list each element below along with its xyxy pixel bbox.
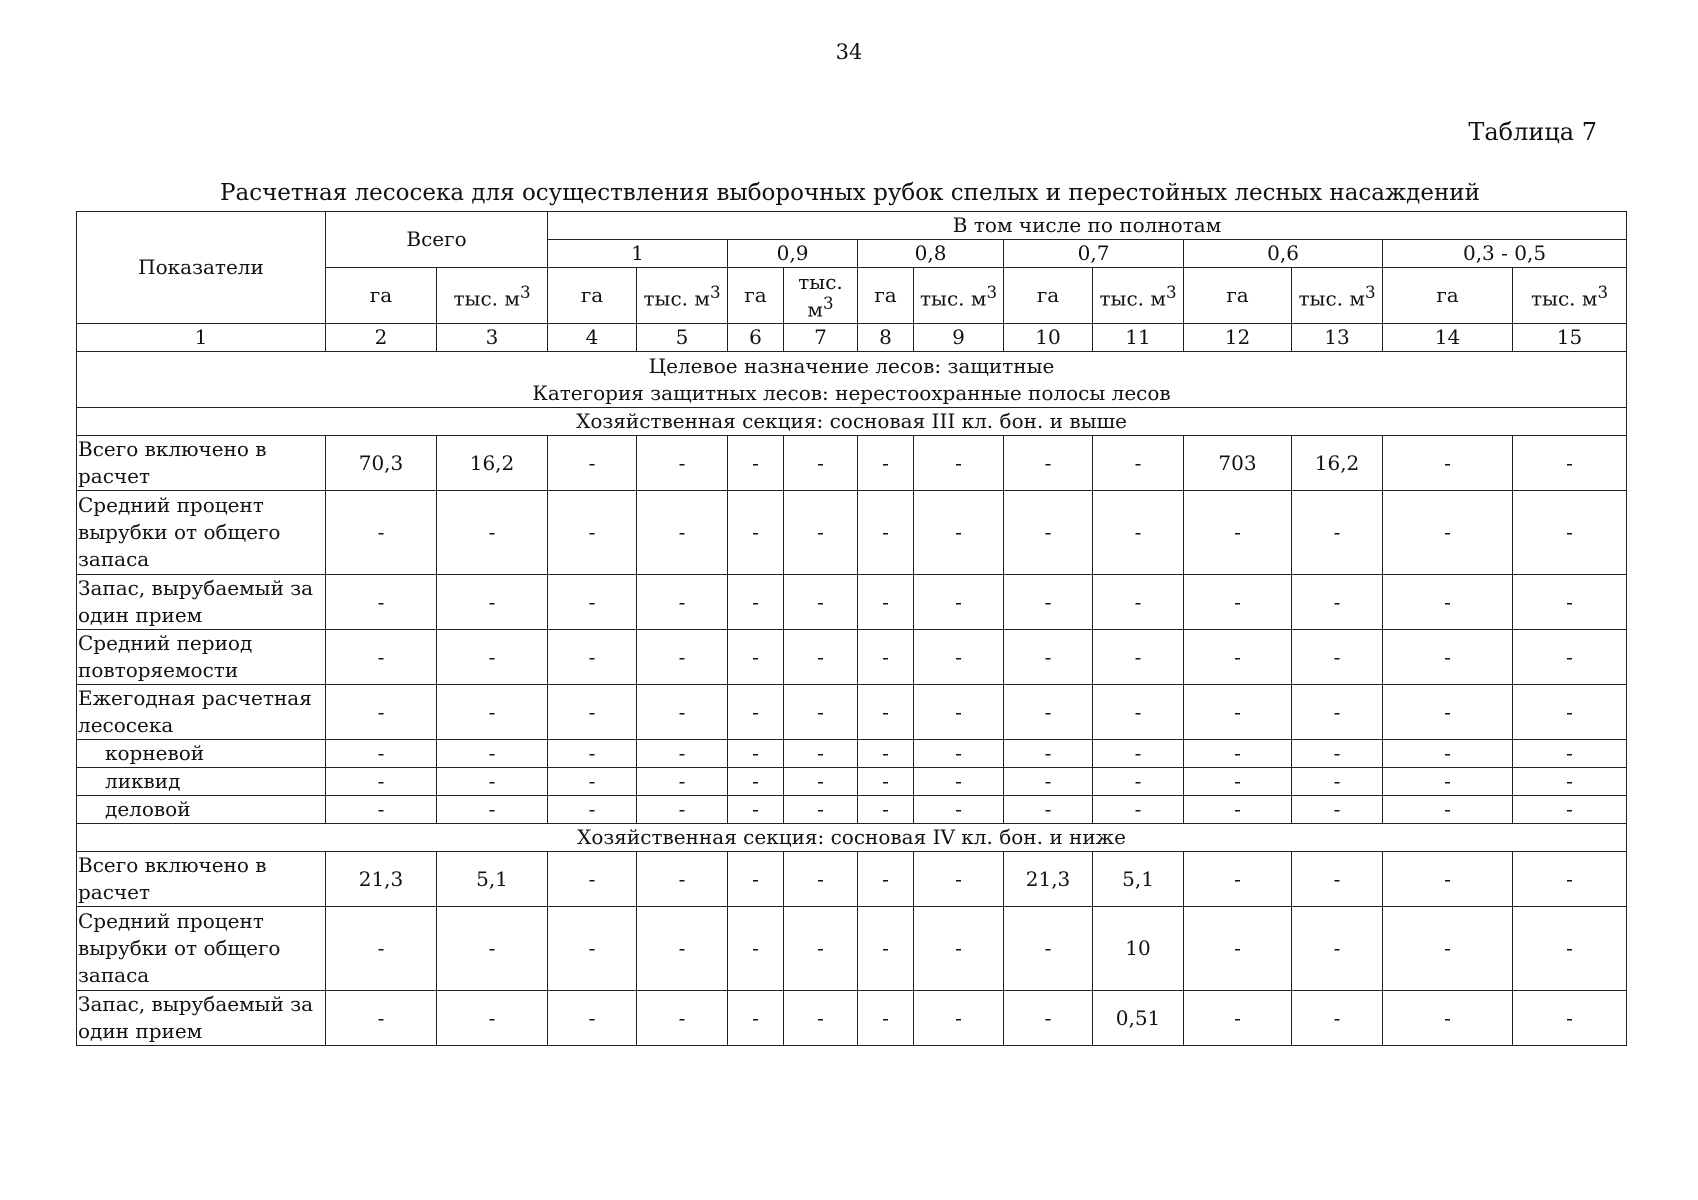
row-label: корневой [77,740,326,768]
table-cell: - [1004,491,1093,575]
column-number: 11 [1093,324,1184,352]
unit-thous-m3: тыс. $м^3$ [1093,268,1184,324]
table-cell: - [1513,685,1627,740]
table-row [77,991,1627,1046]
table-cell: - [914,768,1004,796]
column-number: 2 [326,324,437,352]
table-cell: - [326,685,437,740]
header-by-density: В том числе по полнотам [548,212,1627,240]
table-cell: - [548,991,637,1046]
column-number: 15 [1513,324,1627,352]
table-cell: - [437,991,548,1046]
column-number: 10 [1004,324,1093,352]
row-label: Средний процент вырубки от общего запаса [77,907,326,991]
table-cell: - [858,768,914,796]
table-cell: - [1004,436,1093,491]
table-cell: - [548,575,637,630]
table-cell: - [1093,796,1184,824]
unit-thous-m3: тыс. $м^3$ [1292,268,1383,324]
purpose-category-cell [77,352,1627,408]
header-density: 1 [548,240,728,268]
table-cell: - [728,685,784,740]
table-cell: - [858,575,914,630]
table-cell: - [326,491,437,575]
column-number: 9 [914,324,1004,352]
table-cell: - [637,630,728,685]
table-cell: - [1513,768,1627,796]
purpose-label: Целевое назначение лесов: защитные [648,353,1055,378]
unit-ha: га [326,268,437,324]
unit-ha: га [728,268,784,324]
table-cell: - [326,907,437,991]
table-cell: - [784,740,858,768]
column-number: 13 [1292,324,1383,352]
table-cell: - [637,575,728,630]
table-cell: - [1513,575,1627,630]
table-cell: - [1513,491,1627,575]
table-cell: - [728,740,784,768]
table-cell: 16,2 [1292,436,1383,491]
document-title: Расчетная лесосека для осуществления выборочных рубок спелых и перестойных лесных насаждений [220,180,1480,206]
table-cell: - [1383,907,1513,991]
table-cell: - [914,796,1004,824]
unit-ha: га [1383,268,1513,324]
table-cell: - [1383,991,1513,1046]
column-number: 4 [548,324,637,352]
table-cell: - [548,685,637,740]
table-cell: - [1184,740,1292,768]
table-cell: 70,3 [326,436,437,491]
table-row [77,740,1627,768]
table-cell: - [914,436,1004,491]
table-cell: - [784,491,858,575]
table-cell: - [858,991,914,1046]
table-cell: 5,1 [1093,852,1184,907]
table-cell: - [437,796,548,824]
table-cell: - [637,685,728,740]
column-number: 7 [784,324,858,352]
table-cell: - [637,907,728,991]
table-cell: - [637,796,728,824]
forest-cutting-table [76,211,1627,1046]
table-cell: - [1093,685,1184,740]
page-number: 34 [835,40,863,64]
table-row [77,852,1627,907]
unit-thous-m3: тыс. $м^3$ [914,268,1004,324]
table-cell: - [1292,768,1383,796]
table-cell: - [728,907,784,991]
table-cell: - [1184,852,1292,907]
table-cell: - [1093,740,1184,768]
table-cell: - [784,685,858,740]
table-cell: - [728,991,784,1046]
table-cell: - [1093,768,1184,796]
table-cell: - [1004,740,1093,768]
table-cell: 21,3 [326,852,437,907]
table-cell: - [1004,991,1093,1046]
table-cell: - [858,796,914,824]
table-cell: - [548,491,637,575]
table-cell: - [1513,852,1627,907]
table-cell: - [1004,685,1093,740]
table-cell: - [1292,630,1383,685]
table-cell: - [914,630,1004,685]
table-cell: - [437,768,548,796]
table-cell: - [548,768,637,796]
table-row [77,685,1627,740]
table-cell: - [728,630,784,685]
table-cell: - [1292,991,1383,1046]
table-cell: - [728,575,784,630]
table-cell: - [1383,436,1513,491]
row-label: Средний период повторяемости [77,630,326,685]
table-cell: - [914,852,1004,907]
row-label: Всего включено в расчет [77,436,326,491]
table-cell: - [1184,685,1292,740]
table-cell: - [637,991,728,1046]
table-row [77,630,1627,685]
table-cell: - [548,796,637,824]
table-cell: - [1513,436,1627,491]
table-cell: - [326,740,437,768]
row-label: Средний процент вырубки от общего запаса [77,491,326,575]
header-density: 0,7 [1004,240,1184,268]
table-cell: - [1292,907,1383,991]
table-cell: - [637,436,728,491]
table-caption: Таблица 7 [1468,118,1597,146]
table-cell: 21,3 [1004,852,1093,907]
table-cell: - [1004,768,1093,796]
table-cell: - [1004,796,1093,824]
table-row [77,575,1627,630]
column-number: 12 [1184,324,1292,352]
table-cell: - [1383,796,1513,824]
section-title: Хозяйственная секция: сосновая III кл. бон. и выше [77,408,1627,436]
table-cell: - [1184,796,1292,824]
table-cell: - [1513,630,1627,685]
table-cell: - [326,575,437,630]
column-number: 5 [637,324,728,352]
table-cell: - [1093,575,1184,630]
table-cell: - [784,907,858,991]
row-label: Запас, вырубаемый за один прием [77,991,326,1046]
row-label: Запас, вырубаемый за один прием [77,575,326,630]
table-cell: - [858,436,914,491]
table-cell: - [326,630,437,685]
unit-thous-m3: тыс. $м^3$ [637,268,728,324]
table-cell: - [1513,907,1627,991]
table-cell: - [1292,740,1383,768]
table-cell: - [784,852,858,907]
table-row [77,436,1627,491]
table-cell: - [1513,991,1627,1046]
table-cell: - [858,491,914,575]
table-cell: - [1004,907,1093,991]
column-number: 1 [77,324,326,352]
table-cell: - [728,796,784,824]
table-cell: - [1292,852,1383,907]
table-cell: - [914,991,1004,1046]
table-cell: - [548,907,637,991]
table-cell: - [1513,740,1627,768]
row-label: деловой [77,796,326,824]
column-number: 8 [858,324,914,352]
table-cell: - [858,685,914,740]
table-cell: - [1004,630,1093,685]
table-cell: - [1184,575,1292,630]
unit-ha: га [1004,268,1093,324]
row-label: Всего включено в расчет [77,852,326,907]
table-cell: - [784,991,858,1046]
table-cell: - [1292,685,1383,740]
table-cell: 0,51 [1093,991,1184,1046]
table-cell: - [1292,491,1383,575]
table-cell: - [326,796,437,824]
table-cell: - [914,740,1004,768]
table-cell: - [1383,575,1513,630]
header-indicators: Показатели [77,212,326,324]
header-density: 0,8 [858,240,1004,268]
section-title: Хозяйственная секция: сосновая IV кл. бон. и ниже [77,824,1627,852]
table-cell: - [548,436,637,491]
column-numbers-row [77,324,1627,352]
table-cell: - [914,685,1004,740]
table-cell: - [326,991,437,1046]
table-cell: - [326,768,437,796]
table-cell: - [728,491,784,575]
category-label: Категория защитных лесов: нерестоохранные полосы лесов [532,380,1171,405]
header-total: Всего [326,212,548,268]
column-number: 3 [437,324,548,352]
table-cell: 703 [1184,436,1292,491]
table-cell: - [1093,436,1184,491]
table-cell: - [637,768,728,796]
unit-ha: га [1184,268,1292,324]
header-density: 0,9 [728,240,858,268]
table-cell: - [637,740,728,768]
table-cell: - [437,685,548,740]
unit-thous-m3: тыс. $м^3$ [437,268,548,324]
table-cell: - [1184,991,1292,1046]
table-cell: 10 [1093,907,1184,991]
table-cell: - [1383,852,1513,907]
unit-ha: га [858,268,914,324]
table-cell: - [914,907,1004,991]
table-cell: - [784,796,858,824]
table-row [77,491,1627,575]
table-cell: - [1093,491,1184,575]
table-cell: - [784,436,858,491]
table-cell: - [437,575,548,630]
table-row [77,907,1627,991]
table-cell: 16,2 [437,436,548,491]
column-number: 14 [1383,324,1513,352]
table-cell: - [784,630,858,685]
table-cell: - [784,768,858,796]
table-cell: - [1383,491,1513,575]
table-cell: - [784,575,858,630]
table-cell: - [548,630,637,685]
table-cell: - [1513,796,1627,824]
header-density: 0,6 [1184,240,1383,268]
table-cell: - [1184,907,1292,991]
column-number: 6 [728,324,784,352]
table-cell: - [728,436,784,491]
unit-ha: га [548,268,637,324]
table-cell: 5,1 [437,852,548,907]
table-cell: - [437,907,548,991]
table-cell: - [637,852,728,907]
table-cell: - [858,740,914,768]
table-cell: - [637,491,728,575]
table-cell: - [1292,575,1383,630]
table-cell: - [728,852,784,907]
table-cell: - [914,491,1004,575]
table-cell: - [1004,575,1093,630]
table-row [77,768,1627,796]
table-cell: - [858,630,914,685]
table-cell: - [548,852,637,907]
table-cell: - [858,907,914,991]
unit-thous-m3: тыс. $м^3$ [1513,268,1627,324]
table-row [77,796,1627,824]
table-cell: - [1093,630,1184,685]
table-cell: - [1383,630,1513,685]
row-label: ликвид [77,768,326,796]
table-cell: - [1292,796,1383,824]
table-cell: - [437,740,548,768]
table-cell: - [1184,491,1292,575]
table-cell: - [437,491,548,575]
table-cell: - [728,768,784,796]
header-density: 0,3 - 0,5 [1383,240,1627,268]
table-cell: - [1383,685,1513,740]
table-cell: - [1184,630,1292,685]
row-label: Ежегодная расчетная лесосека [77,685,326,740]
table-cell: - [1184,768,1292,796]
table-cell: - [548,740,637,768]
unit-thous-m3: тыс. $м^3$ [784,268,858,324]
table-cell: - [1383,768,1513,796]
table-cell: - [914,575,1004,630]
table-cell: - [858,852,914,907]
table-cell: - [437,630,548,685]
table-cell: - [1383,740,1513,768]
